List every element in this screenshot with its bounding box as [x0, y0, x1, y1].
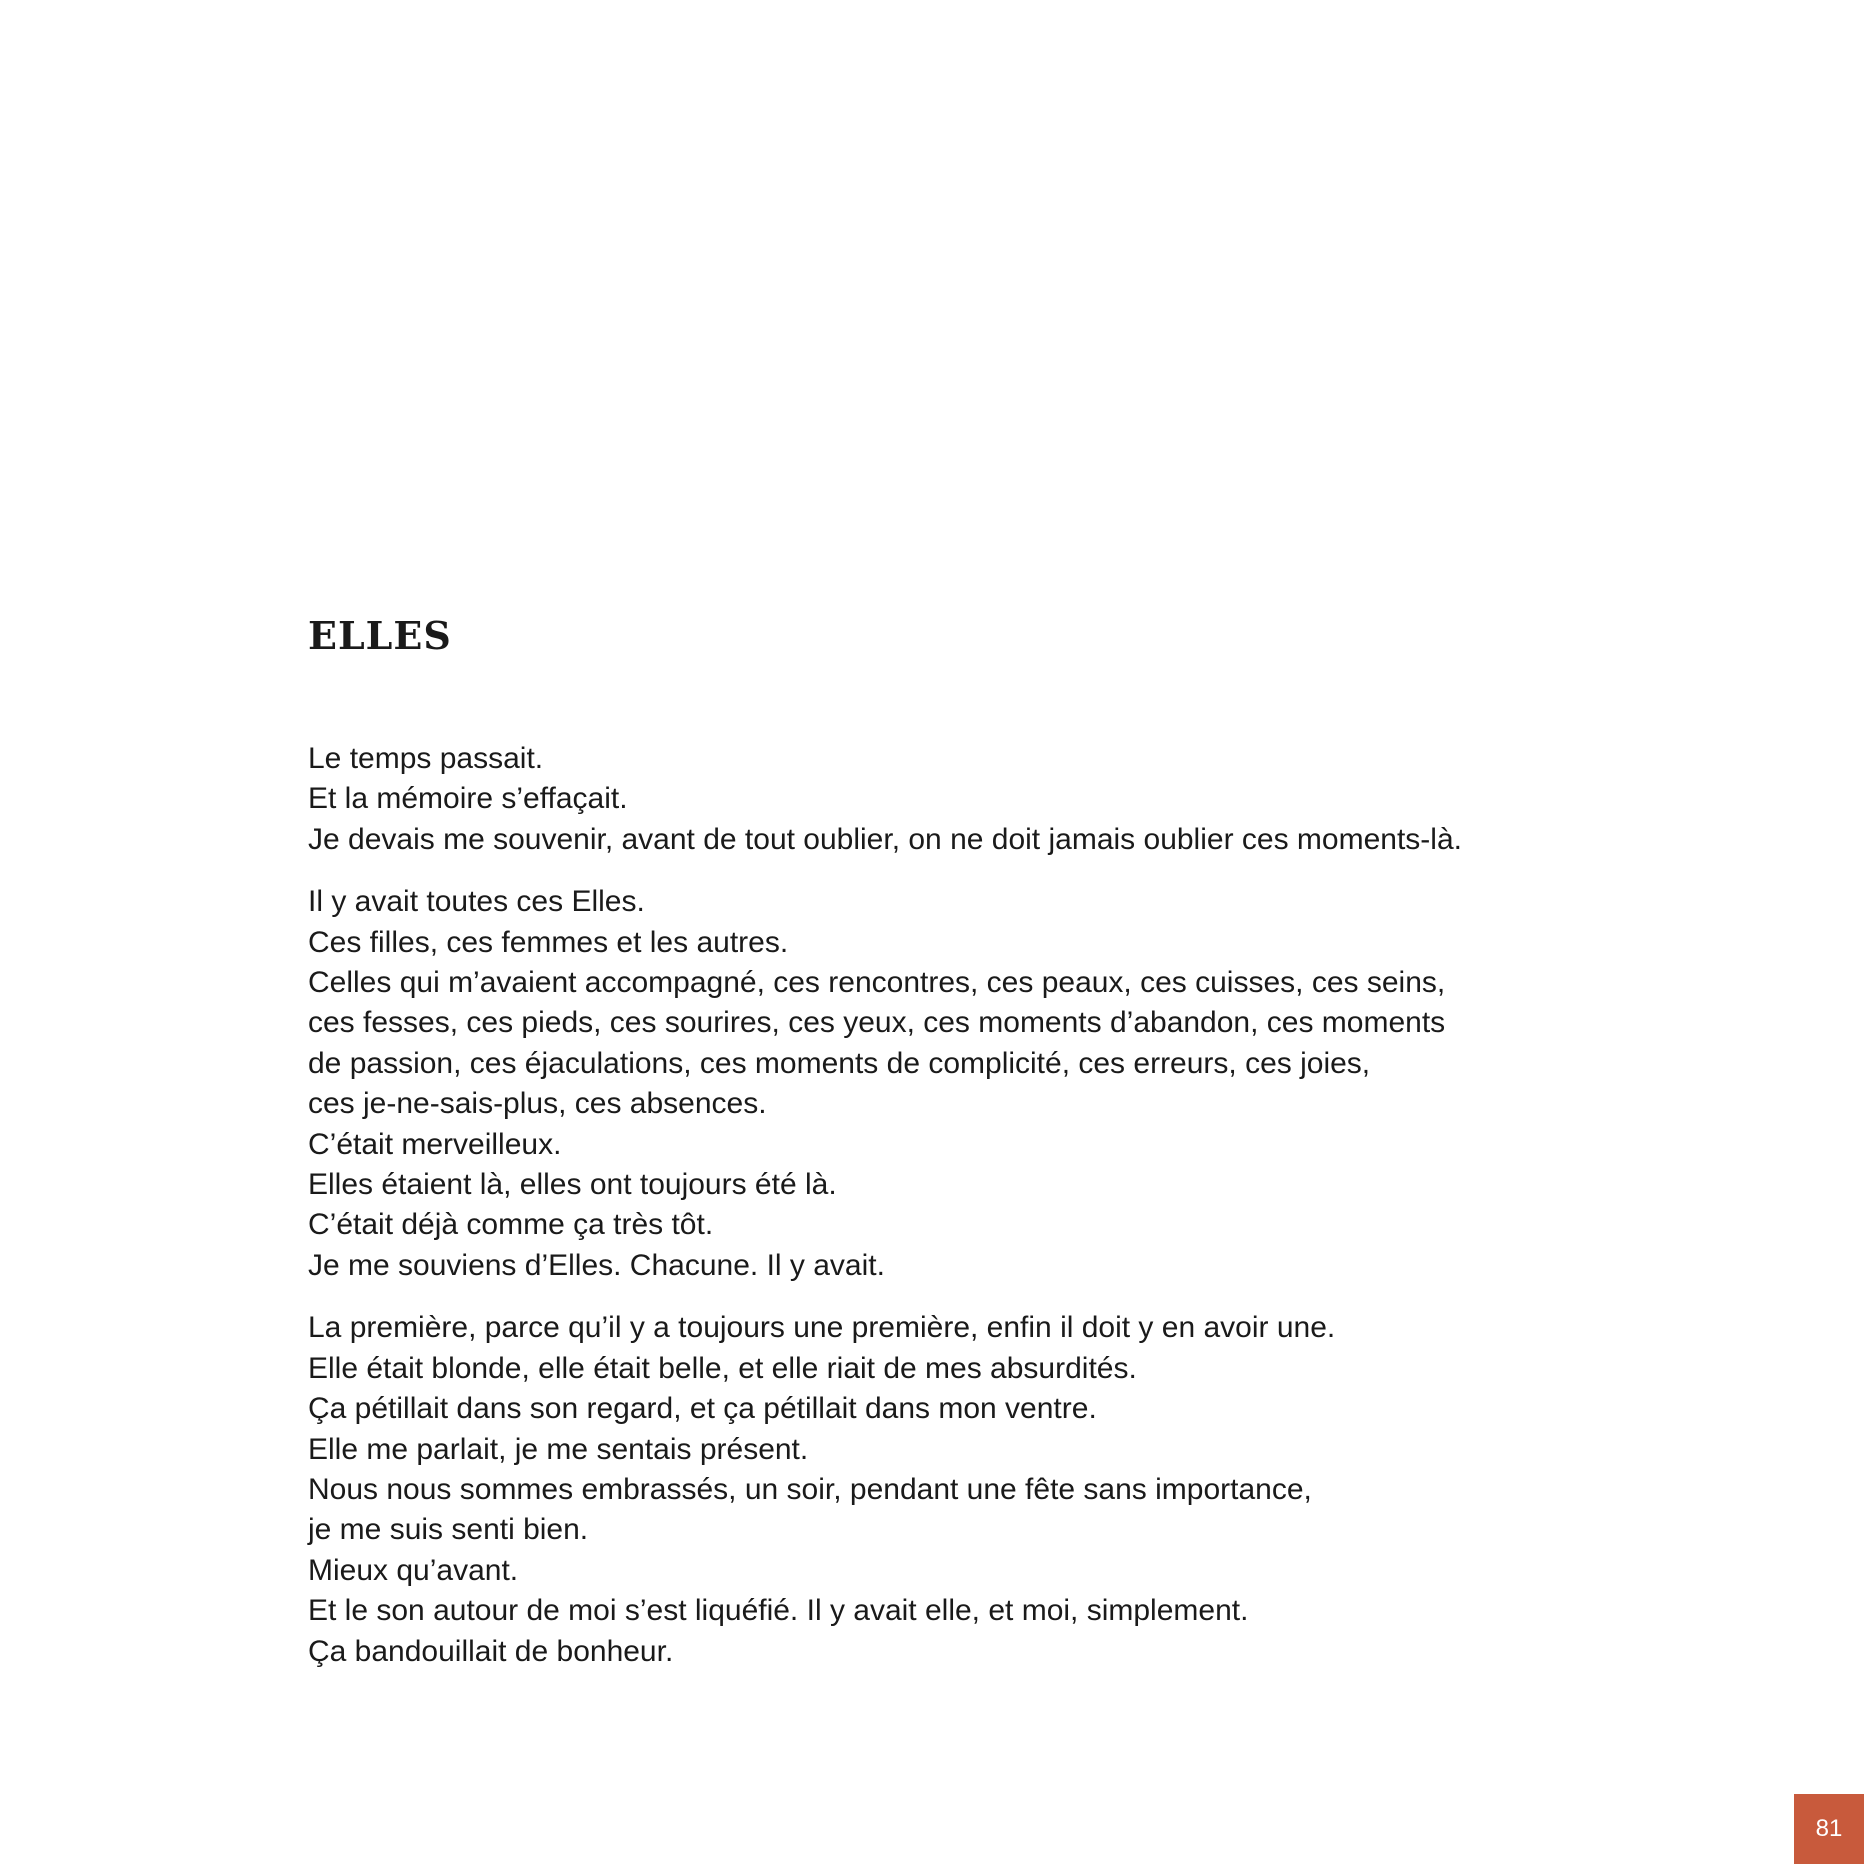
poem-line: je me suis senti bien. — [308, 1513, 589, 1547]
poem-line: Ces filles, ces femmes et les autres. — [308, 925, 789, 959]
poem-line: Le temps passait. — [308, 742, 544, 775]
stanza-2 — [308, 882, 1628, 1286]
poem-line: Et la mémoire s’effaçait. — [308, 782, 628, 816]
poem-line: Nous nous sommes embrassés, un soir, pendant une fête sans importance, — [308, 1472, 1312, 1506]
page-number: 81 — [1815, 1815, 1843, 1842]
poem-line: de passion, ces éjaculations, ces moments de complicité, ces erreurs, ces joies, — [308, 1046, 1371, 1080]
poem-line: Je me souviens d’Elles. Chacune. Il y avait. — [308, 1248, 885, 1282]
poem-line: Elle était blonde, elle était belle, et elle riait de mes absurdités. — [308, 1351, 1137, 1385]
poem-line: Il y avait toutes ces Elles. — [308, 885, 645, 919]
chapter-title: ELLES — [308, 613, 452, 658]
poem-line: La première, parce qu’il y a toujours une première, enfin il doit y en avoir une. — [308, 1311, 1336, 1345]
poem-line: Celles qui m’avaient accompagné, ces rencontres, ces peaux, ces cuisses, ces seins, — [308, 966, 1446, 1000]
poem-body — [308, 739, 1628, 1694]
page-number-badge — [1794, 1794, 1864, 1864]
poem-line: Je devais me souvenir, avant de tout oublier, on ne doit jamais oublier ces moments-là. — [308, 822, 1462, 856]
stanza-3 — [308, 1308, 1628, 1672]
poem-line: ces fesses, ces pieds, ces sourires, ces yeux, ces moments d’abandon, ces moments — [308, 1006, 1446, 1040]
poem-line: Elle me parlait, je me sentais présent. — [308, 1432, 809, 1466]
poem-line: Mieux qu’avant. — [308, 1553, 519, 1587]
poem-line: ces je-ne-sais-plus, ces absences. — [308, 1087, 767, 1121]
poem-line: Elles étaient là, elles ont toujours été là. — [308, 1168, 837, 1202]
poem-line: Ça pétillait dans son regard, et ça pétillait dans mon ventre. — [308, 1392, 1097, 1426]
poem-line: Et le son autour de moi s’est liquéfié. Il y avait elle, et moi, simplement. — [308, 1594, 1249, 1628]
stanza-1 — [308, 739, 1628, 860]
poem-line: Ça bandouillait de bonheur. — [308, 1634, 674, 1668]
poem-line: C’était merveilleux. — [308, 1127, 562, 1161]
poem-line: C’était déjà comme ça très tôt. — [308, 1208, 714, 1242]
